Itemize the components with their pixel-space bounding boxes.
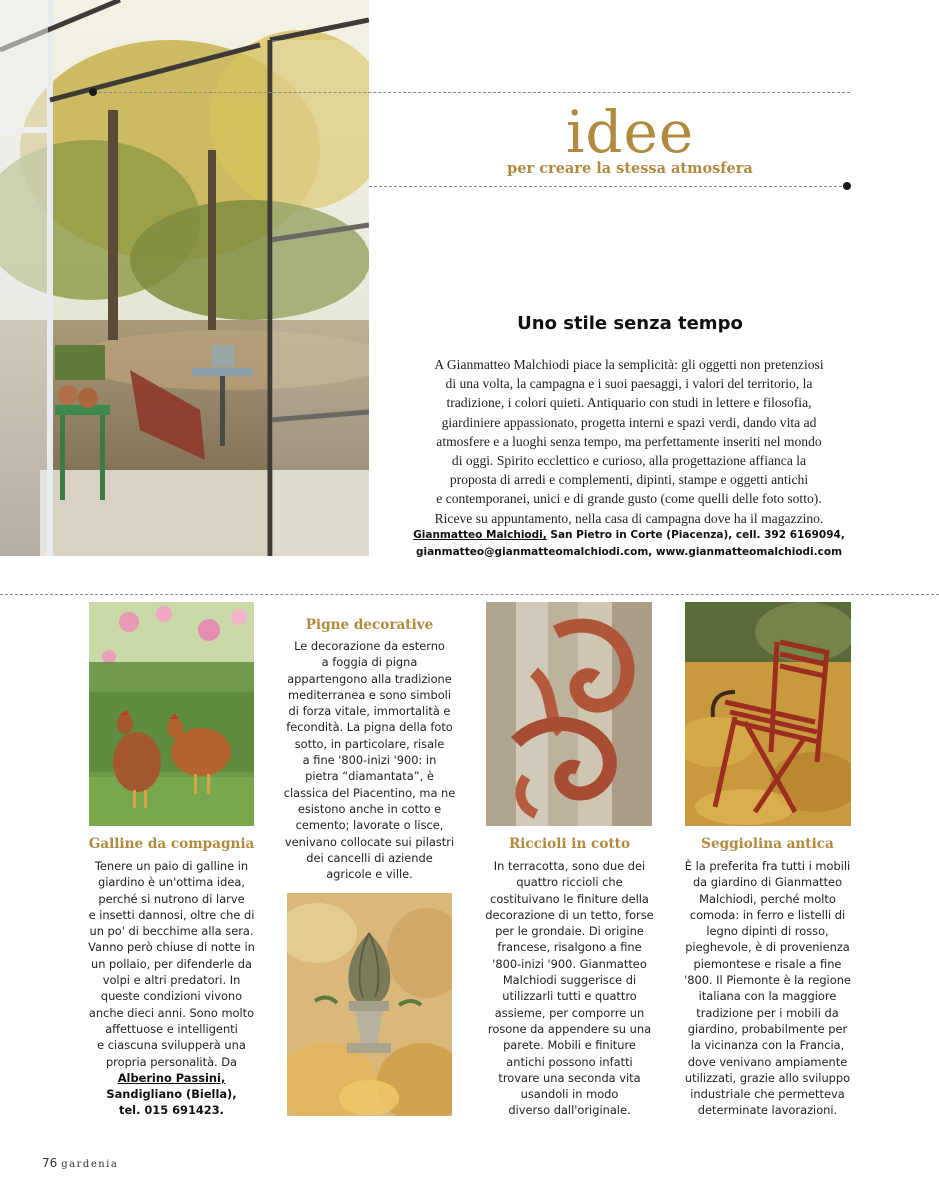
pigne-line: a fine '800-inizi '900: in	[302, 753, 437, 768]
garden-chair-photo	[685, 602, 851, 826]
seggiolina-line: la vicinanza con la Francia,	[690, 1038, 845, 1053]
riccioli-line: rosone da appendere su una	[487, 1021, 652, 1036]
galline-line: Vanno però chiuse di notte in	[88, 940, 255, 955]
header-rule-bottom-dot	[843, 182, 851, 190]
article-contact	[404, 527, 854, 561]
magazine-name: gardenia	[61, 1159, 119, 1170]
galline-line: un po' di becchime alla sera.	[89, 924, 254, 939]
seggiolina-line: da giardino di Gianmatteo	[692, 875, 843, 890]
contact-web: gianmatteo@gianmatteomalchiodi.com, www.gianmatteomalchiodi.com	[415, 546, 843, 558]
galline-line: giardino è un'ottima idea,	[97, 875, 246, 890]
riccioli-line: usandoli in modo	[520, 1087, 619, 1102]
mid-rule	[0, 594, 939, 595]
article-line: di oggi. Spirito ecclettico e curioso, alla progettazione affianca la	[451, 453, 807, 469]
galline-title: Galline da compagnia	[88, 836, 255, 852]
article-body	[404, 355, 854, 528]
pigne-line: cemento; lavorate o lisce,	[295, 818, 444, 833]
galline-line: perché si nutrono di larve	[98, 891, 245, 906]
riccioli-line: trovare una seconda vita	[498, 1070, 641, 1085]
galline-contact-name: Alberino Passini,	[117, 1070, 226, 1085]
galline-line: volpi e altri predatori. In	[102, 973, 241, 988]
pigne-line: di forza vitale, immortalità e	[288, 704, 451, 719]
header-rule-top	[94, 92, 850, 93]
pigne-line: esistono anche in cotto e	[297, 801, 442, 816]
galline-line: un pollaio, per difenderle da	[90, 956, 253, 971]
riccioli-line: antichi possono infatti	[506, 1054, 633, 1069]
seggiolina-body	[673, 858, 862, 1119]
page-number: 76	[42, 1156, 58, 1170]
pine-cone-photo	[287, 893, 452, 1116]
article-contact-line	[404, 527, 854, 544]
riccioli-line: diverso dall'originale.	[508, 1103, 631, 1118]
seggiolina-line: industriale che permetteva	[690, 1087, 845, 1102]
pigne-line: classica del Piacentino, ma ne	[283, 785, 456, 800]
riccioli-line: decorazione di un tetto, forse	[485, 907, 654, 922]
article-title: Uno stile senza tempo	[517, 313, 743, 334]
riccioli-line: In terracotta, sono due dei	[493, 859, 646, 873]
riccioli-line: Malchiodi suggerisce di	[502, 973, 637, 988]
pigne-line: venivano collocate sui pilastri	[284, 834, 455, 849]
section-subtitle: per creare la stessa atmosfera	[507, 160, 753, 177]
seggiolina-line: dove venivano ampiamente	[687, 1054, 848, 1069]
pigne-line: fecondità. La pigna della foto	[286, 720, 453, 735]
riccioli-body	[478, 858, 661, 1119]
article-line: di una volta, la campagna e i suoi paesaggi, i valori del territorio, la	[445, 376, 813, 392]
header-rule-top-dot	[89, 88, 97, 96]
galline-line: e ciascuna svilupperà una	[97, 1038, 246, 1053]
seggiolina-line: piemontese e risale a fine	[693, 956, 842, 971]
greenhouse-photo	[0, 0, 369, 556]
riccioli-title: Riccioli in cotto	[508, 836, 631, 852]
seggiolina-line: italiana con la maggiore	[698, 989, 837, 1004]
seggiolina-line: comoda: in ferro e listelli di	[689, 907, 846, 922]
chickens-photo	[89, 602, 254, 826]
seggiolina-line: È la preferita fra tutti i mobili	[684, 859, 851, 873]
article-line: atmosfere e a luoghi senza tempo, ma perfettamente inseriti nel mondo	[436, 433, 822, 449]
pigne-line: pietra “diamantata”, è	[305, 769, 434, 784]
galline-contact-tel: tel. 015 691423.	[119, 1103, 224, 1118]
seggiolina-title: Seggiolina antica	[701, 836, 834, 852]
article-line: e contemporanei, unici e di grande gusto (come quelli delle foto sotto).	[436, 491, 822, 507]
article-line: tradizione, i colori quieti. Antiquario con studi in lettere e filosofia,	[446, 395, 812, 411]
galline-line: affettuose e intelligenti	[105, 1021, 238, 1036]
galline-line: anche dieci anni. Sono molto	[88, 1005, 255, 1020]
riccioli-line: parete. Mobili e finiture	[503, 1038, 636, 1053]
galline-body	[80, 858, 263, 1119]
riccioli-line: assieme, per comporre un	[494, 1005, 645, 1020]
galline-line: queste condizioni vivono	[100, 989, 243, 1004]
section-title: idee	[565, 98, 695, 166]
pigne-body	[278, 638, 461, 882]
seggiolina-line: legno dipinti di rosso,	[706, 924, 829, 939]
galline-line: Tenere un paio di galline in	[94, 859, 249, 873]
pigne-line: a foggia di pigna	[321, 655, 418, 670]
pigne-line: agricole e ville.	[326, 867, 413, 882]
seggiolina-line: giardino, probabilmente per	[687, 1021, 848, 1036]
article-line: Riceve su appuntamento, nella casa di campagna dove ha il magazzino.	[434, 510, 824, 526]
contact-address: San Pietro in Corte (Piacenza), cell. 392 6169094,	[546, 529, 845, 541]
riccioli-line: francese, risalgono a fine	[497, 940, 642, 955]
seggiolina-line: utilizzati, grazie allo sviluppo	[684, 1070, 851, 1085]
riccioli-line: quattro riccioli che	[516, 875, 623, 890]
galline-line: e insetti dannosi, oltre che di	[88, 907, 255, 922]
pigne-line: sotto, in particolare, risale	[294, 736, 445, 751]
pigne-line: appartengono alla tradizione	[287, 671, 452, 686]
pigne-line: mediterranea e sono simboli	[287, 687, 451, 702]
page-folio	[42, 1156, 118, 1170]
header-rule-bottom	[369, 186, 847, 187]
riccioli-line: costituivano le finiture della	[490, 891, 649, 906]
seggiolina-line: tradizione per i mobili da	[696, 1005, 839, 1020]
article-line: giardiniere appassionato, progetta interni e spazi verdi, dando vita ad	[441, 414, 817, 430]
seggiolina-line: determinate lavorazioni.	[697, 1103, 838, 1118]
seggiolina-line: pieghevole, è di provenienza	[685, 940, 850, 955]
riccioli-line: '800-inizi '900. Gianmatteo	[492, 956, 647, 971]
article-line: A Gianmatteo Malchiodi piace la semplicità: gli oggetti non pretenziosi	[434, 357, 824, 372]
seggiolina-line: Malchiodi, perché molto	[699, 891, 836, 906]
seggiolina-line: '800. Il Piemonte è la regione	[684, 973, 851, 988]
terracotta-scrolls-photo	[486, 602, 652, 826]
galline-line: propria personalità. Da	[105, 1054, 238, 1069]
article-line: proposta di arredi e complementi, dipinti, stampe e oggetti antichi	[449, 472, 809, 488]
pigne-title: Pigne decorative	[305, 617, 434, 633]
galline-contact-place: Sandigliano (Biella),	[106, 1087, 237, 1102]
contact-name: Gianmatteo Malchiodi,	[413, 529, 547, 541]
pigne-line: dei cancelli di aziende	[306, 850, 433, 865]
riccioli-line: per le grondaie. Di origine	[495, 924, 644, 939]
riccioli-line: utilizzarli tutti e quattro	[502, 989, 637, 1004]
pigne-line: Le decorazione da esterno	[294, 639, 445, 653]
